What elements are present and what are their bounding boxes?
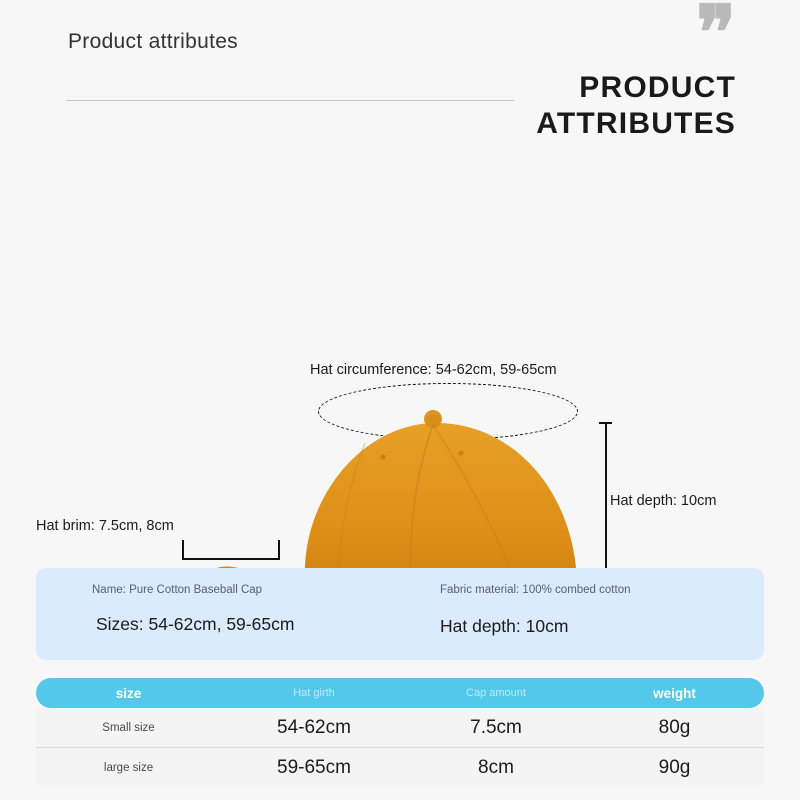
page-header bbox=[0, 0, 800, 150]
product-sizes: Sizes: 54-62cm, 59-65cm bbox=[96, 614, 295, 634]
cell-hat-girth: 54-62cm bbox=[277, 716, 351, 738]
product-diagram bbox=[0, 150, 800, 550]
product-name-small: Name: Pure Cotton Baseball Cap bbox=[92, 584, 263, 596]
table-header-size: size bbox=[115, 685, 142, 701]
table-row bbox=[36, 708, 764, 748]
quote-icon: ❞ bbox=[696, 0, 738, 75]
hat-circumference-label: Hat circumference: 54-62cm, 59-65cm bbox=[310, 362, 557, 378]
fabric-material-small: Fabric material: 100% combed cotton bbox=[440, 584, 631, 596]
cell-weight: 80g bbox=[658, 716, 691, 738]
hat-brim-label: Hat brim: 7.5cm, 8cm bbox=[36, 518, 174, 534]
table-header-cap-amount: Cap amount bbox=[466, 687, 526, 699]
cell-size: large size bbox=[103, 761, 154, 774]
table-header-hat-girth: Hat girth bbox=[293, 687, 335, 699]
header-headline-line2: ATTRIBUTES bbox=[536, 107, 736, 140]
table-header-row bbox=[36, 678, 764, 708]
hat-depth-label: Hat depth: 10cm bbox=[610, 493, 717, 509]
product-info-panel bbox=[36, 568, 764, 660]
cell-cap-amount: 8cm bbox=[478, 756, 514, 778]
cell-size: Small size bbox=[102, 721, 155, 734]
cell-weight: 90g bbox=[658, 756, 691, 778]
header-divider bbox=[66, 100, 514, 101]
table-row bbox=[36, 748, 764, 787]
page-title: Product attributes bbox=[68, 30, 238, 53]
specs-table bbox=[36, 678, 764, 787]
cell-cap-amount: 7.5cm bbox=[470, 716, 522, 738]
header-headline bbox=[536, 70, 736, 142]
table-header-weight: weight bbox=[653, 685, 696, 701]
cell-hat-girth: 59-65cm bbox=[277, 756, 351, 778]
header-headline-line1: PRODUCT bbox=[579, 71, 736, 104]
product-hat-depth: Hat depth: 10cm bbox=[440, 616, 569, 636]
